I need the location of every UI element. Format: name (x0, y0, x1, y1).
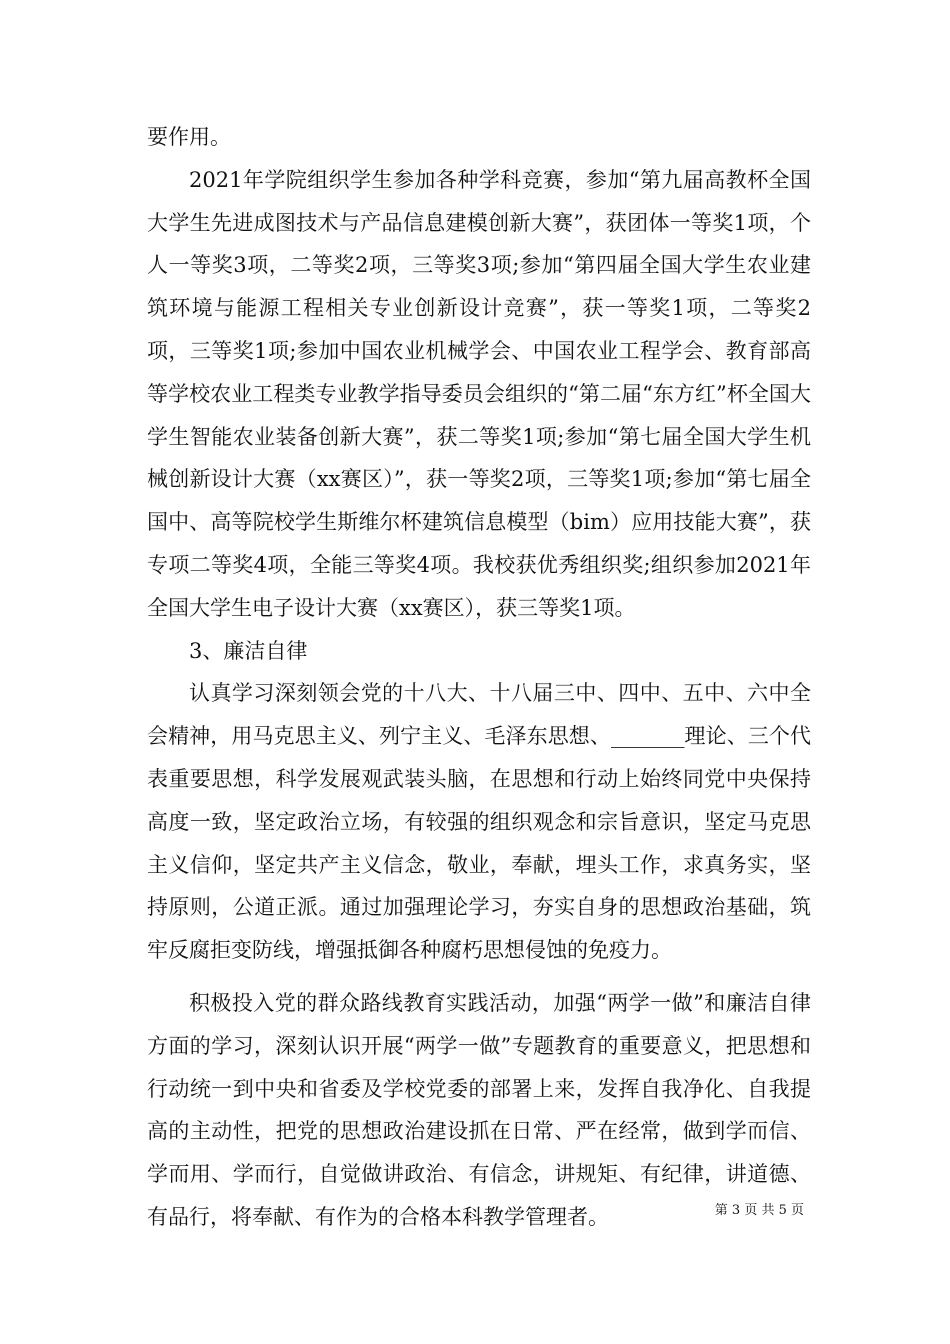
section-heading-integrity: 3、廉洁自律 (189, 638, 308, 663)
paragraph-study: 认真学习深刻领会党的十八大、十八届三中、四中、五中、六中全会精神，用马克思主义、列宁主义、毛泽东思想、_______理论、三个代表重要思想，科学发展观武装头脑，在思想和行动上始终同党中央保持高度一致，坚定政治立场，有较强的组织观念和宗旨意识，坚定马克思主义信仰，坚定共产主义信念，敬业，奉献，埋头工作，求真务实，坚持原则，公道正派。通过加强理论学习，夯实自身的思想政治基础，筑牢反腐拒变防线，增强抵御各种腐朽思想侵蚀的免疫力。 (147, 681, 811, 963)
paragraph-continuation: 要作用。 (147, 125, 231, 149)
paragraph-practice: 积极投入党的群众路线教育实践活动，加强“两学一做”和廉洁自律方面的学习，深刻认识开展“两学一做”专题教育的重要意义，把思想和行动统一到中央和省委及学校党委的部署上来，发挥自我净化、自我提高的主动性，把党的思想政治建设抓在日常、严在经常，做到学而信、学而用、学而行，自觉做讲政治、有信念，讲规矩、有纪律，讲道德、有品行，将奉献、有作为的合格本科教学管理者。 (147, 990, 811, 1229)
document-body (147, 116, 811, 1239)
paragraph-competitions: 2021年学院组织学生参加各种学科竞赛，参加“第九届高教杯全国大学生先进成图技术与产品信息建模创新大赛”，获团体一等奖1项，个人一等奖3项，二等奖2项，三等奖3项;参加“第四届全国大学生农业建筑环境与能源工程相关专业创新设计竞赛”，获一等奖1项，二等奖2项，三等奖1项;参加中国农业机械学会、中国农业工程学会、教育部高等学校农业工程类专业教学指导委员会组织的“第二届“东方红”杯全国大学生智能农业装备创新大赛”，获二等奖1项;参加“第七届全国大学生机械创新设计大赛（xx赛区）”，获一等奖2项，三等奖1项;参加“第七届全国中、高等院校学生斯维尔杯建筑信息模型（bim）应用技能大赛”，获专项二等奖4项，全能三等奖4项。我校获优秀组织奖;组织参加2021年全国大学生电子设计大赛（xx赛区），获三等奖1项。 (147, 167, 811, 620)
page-number-footer: 第 3 页 共 5 页 (714, 1203, 804, 1218)
